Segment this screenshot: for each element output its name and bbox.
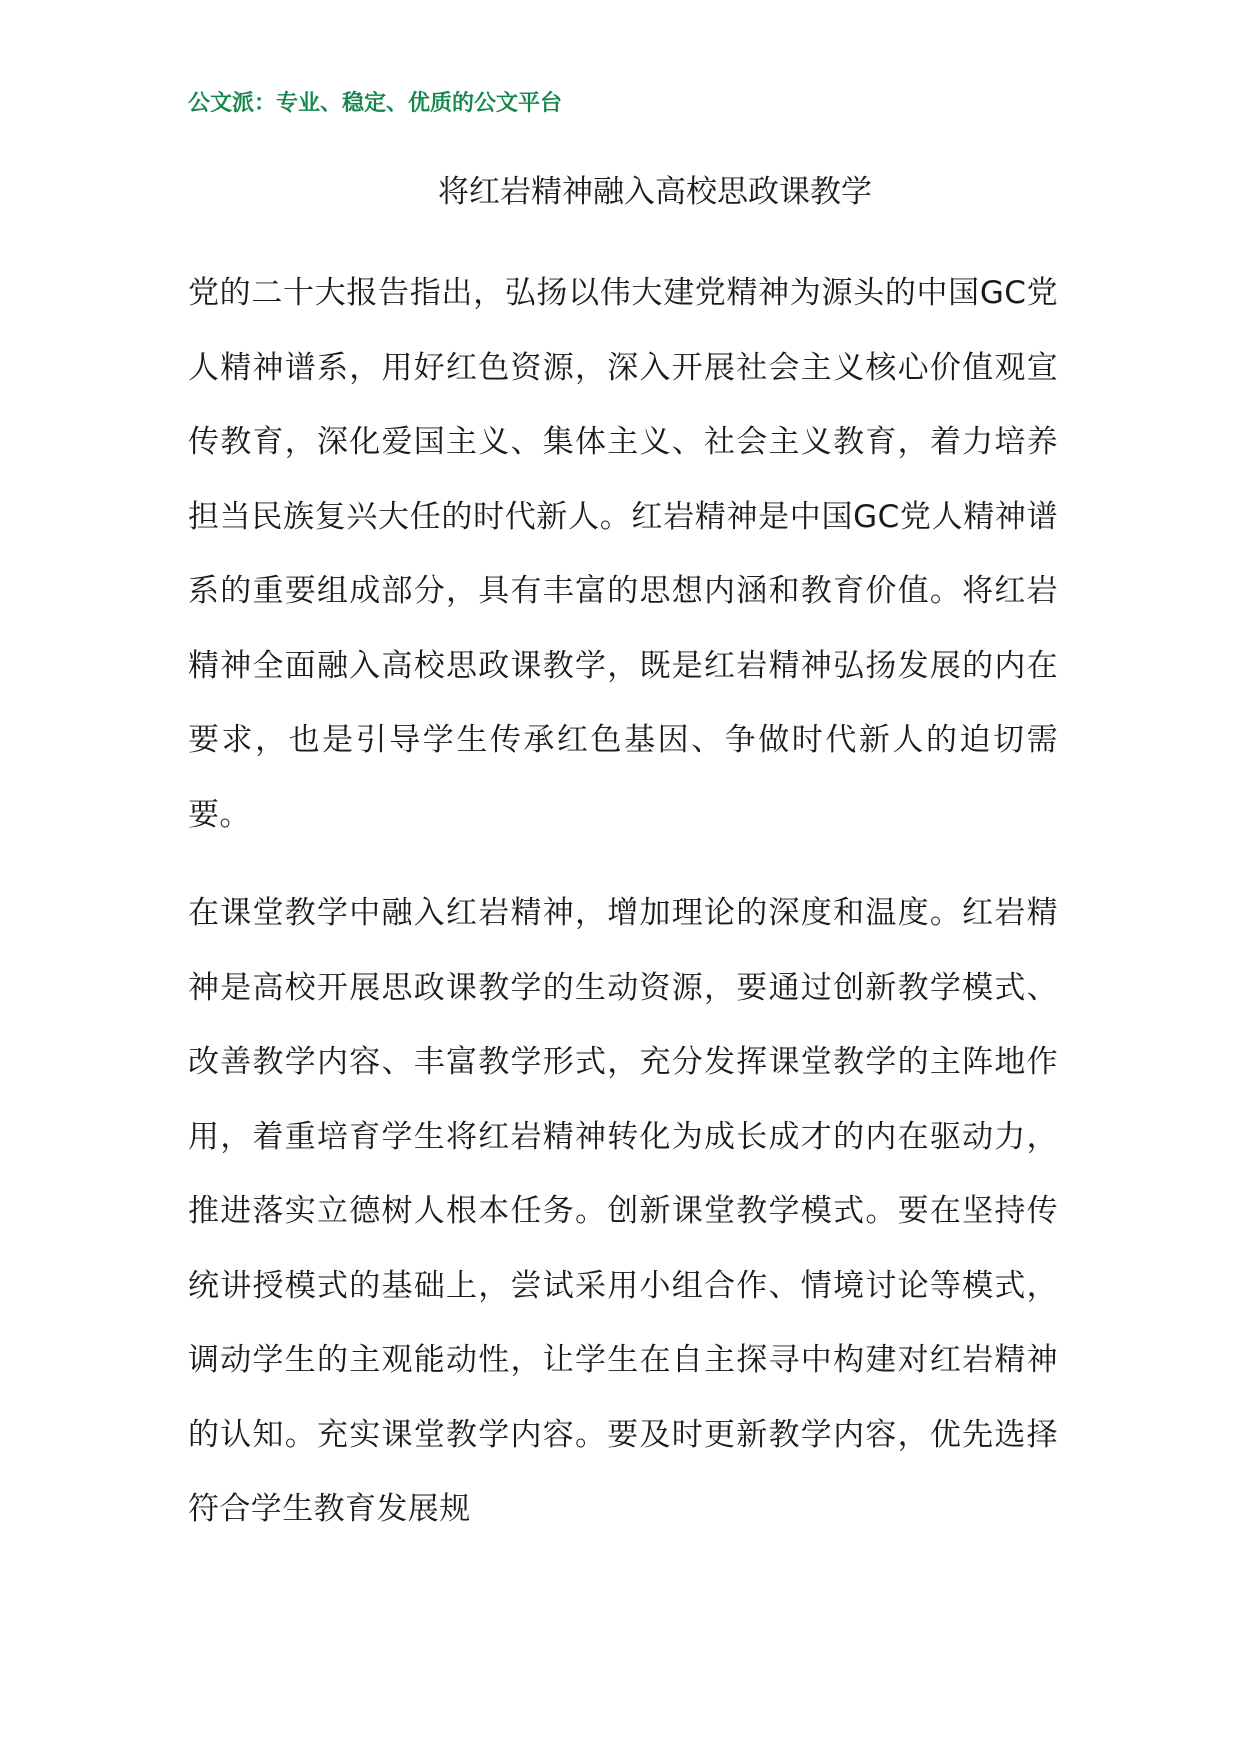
brand-header: 公文派：专业、稳定、优质的公文平台 — [188, 91, 563, 116]
document-title: 将红岩精神融入高校思政课教学 — [438, 174, 872, 210]
paragraph-2: 在课堂教学中融入红岩精神，增加理论的深度和温度。红岩精神是高校开展思政课教学的生动资源，要通过创新教学模式、改善教学内容、丰富教学形式，充分发挥课堂教学的主阵地作用，着重培育学生将红岩精神转化为成长成才的内在驱动力，推进落实立德树人根本任务。创新课堂教学模式。要在坚持传统讲授模式的基础上，尝试采用小组合作、情境讨论等模式，调动学生的主观能动性，让学生在自主探寻中构建对红岩精神的认知。充实课堂教学内容。要及时更新教学内容，优先选择符合学生教育发展规 — [188, 895, 1058, 1527]
document-body — [188, 256, 1058, 1571]
paragraph-1: 党的二十大报告指出，弘扬以伟大建党精神为源头的中国GC党人精神谱系，用好红色资源，深入开展社会主义核心价值观宣传教育，深化爱国主义、集体主义、社会主义教育，着力培养担当民族复兴大任的时代新人。红岩精神是中国GC党人精神谱系的重要组成部分，具有丰富的思想内涵和教育价值。将红岩精神全面融入高校思政课教学，既是红岩精神弘扬发展的内在要求，也是引导学生传承红色基因、争做时代新人的迫切需要。 — [188, 275, 1058, 833]
